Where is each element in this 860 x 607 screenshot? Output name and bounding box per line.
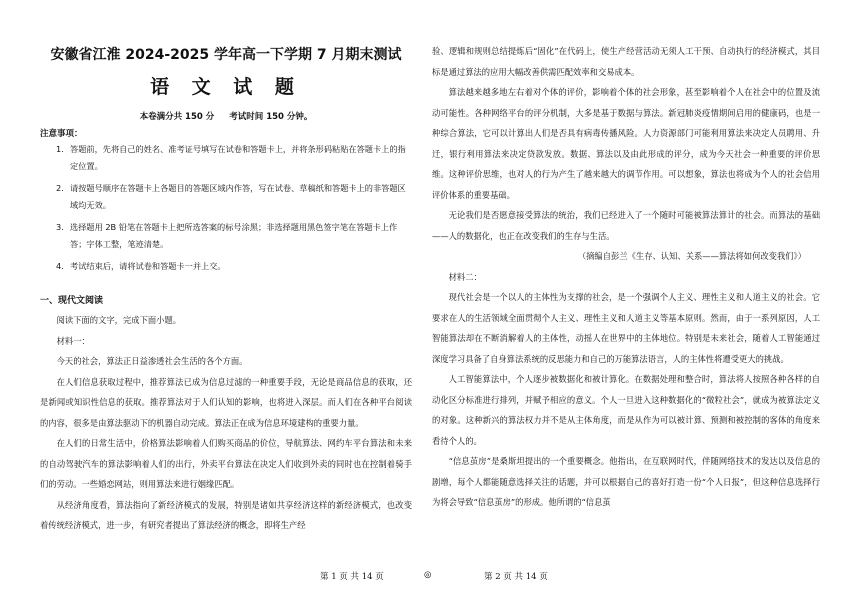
- page-number-left: 第 1 页 共 14 页: [320, 572, 384, 582]
- body-paragraph: 在人们信息获取过程中，推荐算法已成为信息过滤的一种重要手段，无论是商品信息的获取，还是新闻或知识性信息的获取。推荐算法对于人们认知的影响，也将进入深层。而人们在各种平台阅读的内容，很多是由算法驱动下的机器自动完成。算法正在成为信息环境建构的重要力量。: [40, 376, 412, 428]
- section-heading: 一、现代文阅读: [40, 296, 104, 306]
- notice-item-number: 2.: [56, 183, 64, 193]
- notice-item: [56, 180, 412, 214]
- notice-item-text: 答题前，先将自己的姓名、准考证号填写在试卷和答题卡上，并将条形码粘贴在答题卡上的指定位置。: [70, 144, 406, 171]
- body-paragraph: 今天的社会，算法正日益渗透社会生活的各个方面。: [56, 356, 248, 366]
- notice-item: [56, 219, 412, 253]
- notice-item-text: 选择题用 2B 铅笔在答题卡上把所选答案的标号涂黑；非选择题用黑色签字笔在答题卡上作答；字体工整，笔迹清楚。: [70, 222, 398, 249]
- notice-heading: 注意事项：: [40, 129, 83, 139]
- notice-item-number: 1.: [56, 144, 64, 154]
- continued-paragraph: 验、逻辑和规则总结提炼后“固化”在代码上，使生产经营活动无须人工干预、自动执行的经济模式，其目标是通过算法的应用大幅改善供需匹配效率和交易成本。: [432, 46, 820, 77]
- full-score: 本卷满分共 150 分: [139, 112, 215, 122]
- body-paragraph: 现代社会是一个以人的主体性为支撑的社会，是一个强调个人主义、理性主义和人道主义的社会。它要求在人的生活领域全面贯彻个人主义、理性主义和人道主义等基本原则。然而，由于一系列原因，人工智能算法却在不断消解着人的主体性，动摇人在世界中的主体地位。特别是未来社会，随着人工智能通过深度学习具备了自身算法系统的反思能力和自己的万能算法语言，人的主体性将遭受更大的挑战。: [432, 292, 820, 364]
- notice-item: [56, 141, 412, 175]
- body-paragraph: 无论我们是否愿意接受算法的统治，我们已经进入了一个随时可能被算法算计的社会。而算法的基础——人的数据化，也正在改变我们的生存与生活。: [432, 210, 820, 241]
- body-paragraph: 人工智能算法中，个人逐步被数据化和被计算化。在数据处理和整合时，算法将人按照各种各样的自动化区分标准进行排列，并赋予相应的意义。个人一旦进入这种数据化的“微粒社会”，就成为被算法定义的对象。这种新兴的算法权力并不是从主体角度，而是从作为可以被计算、预测和被控制的客体的角度来看待个人的。: [432, 374, 820, 446]
- exam-title: 安徽省江淮 2024-2025 学年高一下学期 7 月期末测试: [50, 47, 402, 63]
- center-symbol: ◎: [424, 570, 432, 580]
- body-paragraph: “信息茧房”是桑斯坦提出的一个重要概念。他指出，在互联网时代，伴随网络技术的发达以及信息的剧增，每个人都能随意选择关注的话题，并可以根据自己的喜好打造一份“个人日报”，但这种信息选择行为将会导致“信息茧房”的形成。他所谓的“信息茧: [432, 456, 820, 507]
- exam-time: 考试时间 150 分钟。: [229, 112, 313, 122]
- reading-instruction: 阅读下面的文字，完成下面小题。: [56, 315, 182, 325]
- left-column-text: [40, 310, 412, 536]
- page-number-right: 第 2 页 共 14 页: [484, 572, 548, 582]
- score-line: [40, 110, 412, 122]
- material-one-label: 材料一：: [56, 335, 90, 346]
- body-paragraph: 从经济角度看，算法指向了新经济模式的发展，特别是诸如共享经济这样的新经济模式，也改变着传统经济模式，进一步，有研究者提出了算法经济的概念，即将生产经: [40, 499, 412, 530]
- subject-title: 语 文 试 题: [150, 76, 302, 98]
- notice-item-number: 3.: [56, 222, 64, 232]
- right-column-text: [432, 41, 820, 513]
- notice-item-text: 考试结束后，请将试卷和答题卡一并上交。: [70, 261, 226, 271]
- material-two-label: 材料二：: [448, 271, 482, 282]
- notice-item-text: 请按题号顺序在答题卡上各题目的答题区域内作答，写在试卷、草稿纸和答题卡上的非答题区域均无效。: [70, 183, 406, 210]
- body-paragraph: 算法越来越多地左右着对个体的评价，影响着个体的社会形象，甚至影响着个人在社会中的位置及流动可能性。各种网络平台的评分机制，大多是基于数据与算法。新冠肺炎疫情期间启用的健康码，也是一种综合算法，它可以计算出人们是否具有病毒传播风险。人力资源部门可能利用算法来决定人员聘用、升迁，银行利用算法来决定贷款发放。数据、算法以及由此形成的评分，成为今天社会一种重要的评价思维。这种评价思维，也对人的行为产生了越来越大的调节作用。可以想象，算法也将成为个人的社会信用评价体系的重要基础。: [432, 87, 820, 200]
- body-paragraph: 在人们的日常生活中，价格算法影响着人们购买商品的价位，导航算法、网约车平台算法和未来的自动驾驶汽车的算法影响着人们的出行，外卖平台算法在决定人们收到外卖的同时也在控制着骑手们的劳动。一些婚恋网站，则用算法来进行姻缘匹配。: [40, 438, 412, 489]
- notice-item-number: 4.: [56, 261, 64, 271]
- notice-list: [56, 141, 412, 280]
- notice-item: [56, 258, 412, 275]
- source-citation: （摘编自彭兰《生存、认知、关系——算法将如何改变我们》）: [577, 251, 806, 261]
